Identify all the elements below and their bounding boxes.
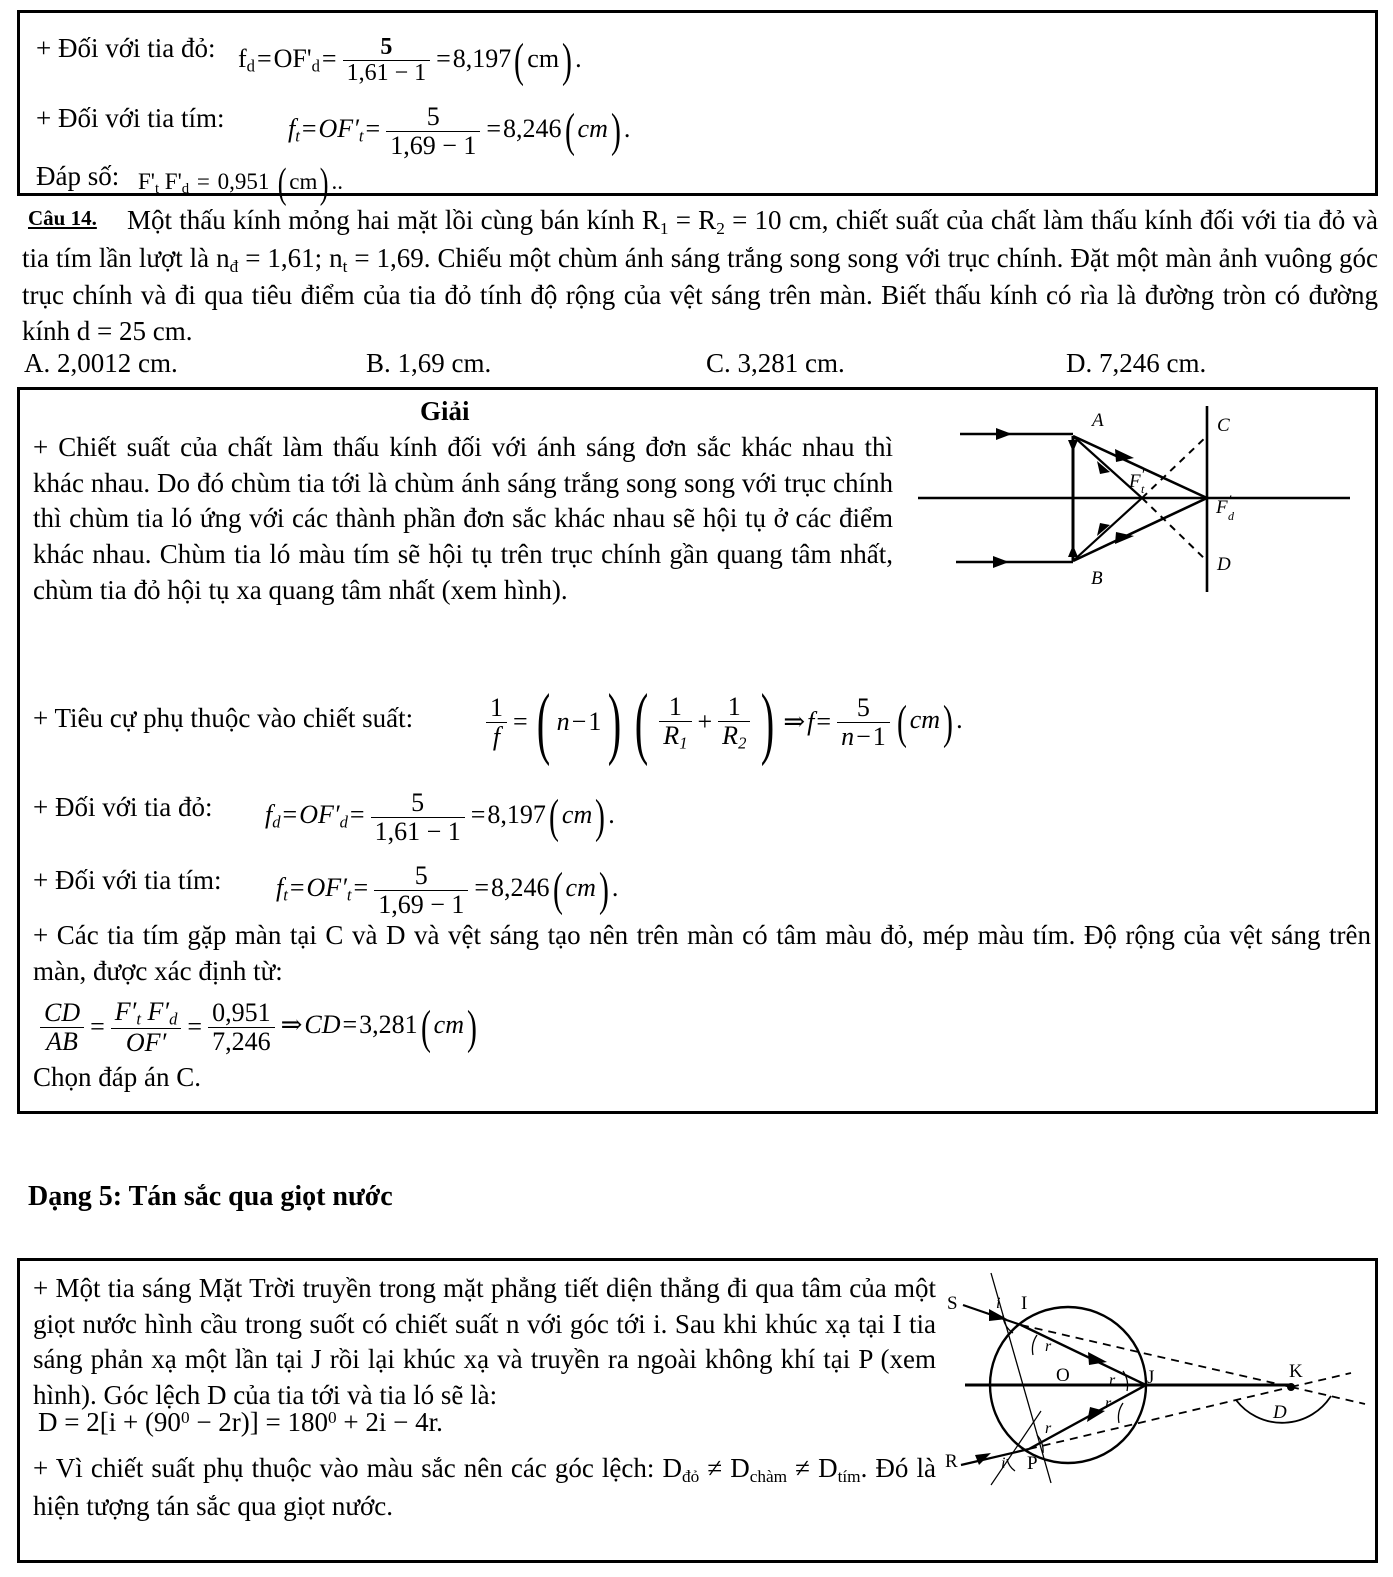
- lens-label-A: A: [1092, 410, 1104, 431]
- focal-length-formula: $\frac{1}{f}$ = ( n−1) ( $\frac{1}{R_1}$ + $\frac{1}{R_2}$ ) ⇒f= $\frac{5}{n-1}$ ( cm) .: [482, 693, 963, 752]
- droplet-label-r1: r: [1045, 1338, 1052, 1355]
- question-number: Câu 14.: [28, 206, 97, 230]
- cd-f1-num: CD: [44, 998, 81, 1028]
- solution-red-label: + Đối với tia đỏ:: [33, 792, 213, 822]
- red-frac-den: 1,61 − 1: [343, 60, 431, 86]
- droplet-label-O: O: [1056, 1365, 1070, 1386]
- red-ray-label: + Đối với tia đỏ:: [36, 33, 216, 63]
- violet-ray-formula: $f_t=OF'_t=$ $\frac{5}{1,69 - 1}$ =8,246( cm) .: [288, 102, 631, 160]
- droplet-paragraph: + Một tia sáng Mặt Trời truyền trong mặt phẳng tiết diện thẳng đi qua tâm của một giọt nước hình cầu trong suốt có chiết suất n với góc tới i. Sau khi khúc xạ tại I tia sáng phản xạ một lần tại J rồi lại khúc xạ và truyền ra ngoài không khí tại P (xem hình). Góc lệch D của tia tới và tia ló sẽ là:: [33, 1273, 936, 1410]
- droplet-label-r3: r: [1105, 1395, 1112, 1412]
- droplet-formula-p1: D = 2[i + (90: [38, 1407, 181, 1437]
- droplet-formula-p2: − 2r)] = 180: [189, 1407, 329, 1437]
- sol-violet-num: 5: [414, 861, 428, 890]
- droplet-formula-sup1: 0: [180, 1408, 190, 1428]
- cd-f3-den: 7,246: [208, 1027, 275, 1056]
- solution-paragraph-1: + Chiết suất của chất làm thấu kính đối với ánh sáng đơn sắc khác nhau thì khác nhau. Do đó chùm tia tới là chùm ánh sáng trắng song song với trục chính thì chùm tia ló ứng với các thành phần đơn sắc khác nhau sẽ hội tụ ở các điểm khác nhau. Chùm tia ló màu tím sẽ hội tụ trên trục chính gần quang tâm nhất, chùm tia đỏ hội tụ xa quang tâm nhất (xem hình).: [33, 432, 893, 605]
- droplet-note-neq2: ≠ D: [787, 1453, 838, 1483]
- lens-label-Ft-prime: ′: [1142, 467, 1146, 483]
- choice-d[interactable]: [1066, 350, 1206, 377]
- droplet-note-sub1: đỏ: [681, 1466, 700, 1486]
- lens-label-Fd: F: [1216, 497, 1228, 518]
- droplet-label-K: K: [1289, 1361, 1303, 1382]
- violet-frac-den: 1,69 − 1: [386, 131, 480, 160]
- lens-label-C: C: [1217, 415, 1230, 436]
- choice-d-key: D.: [1066, 348, 1093, 378]
- question-body: Một thấu kính mỏng hai mặt lồi cùng bán kính $R_1 = R_2 = 10$ cm, chiết suất của chất làm thấu kính đối với tia đỏ và tia tím lần lượt là $n_đ = 1,61$; $n_t = 1,69$. Chiếu một chùm ánh sáng trắng song song với trục chính. Đặt một màn ảnh vuông góc trục chính và đi qua tiêu điểm của tia đỏ tính độ rộng của vệt sáng trên màn. Biết thấu kính có rìa là đường tròn có đường kính d = 25 cm.: [22, 205, 1379, 346]
- droplet-label-D: D: [1273, 1402, 1287, 1423]
- cd-f1-den: AB: [40, 1027, 84, 1056]
- droplet-ray-diagram: [933, 1263, 1373, 1498]
- droplet-note-sub3: tím: [837, 1466, 861, 1486]
- droplet-label-r2: r: [1109, 1372, 1116, 1389]
- lens-label-Fd-prime: ′: [1229, 493, 1233, 509]
- solution-violet-label: + Đối với tia tím:: [33, 865, 222, 895]
- choice-b-key: B.: [366, 348, 391, 378]
- answer-box: [17, 10, 1378, 207]
- droplet-formula-p3: + 2i − 4r.: [336, 1407, 443, 1437]
- violet-frac-num: 5: [426, 102, 440, 131]
- red-frac-num: 5: [380, 34, 393, 60]
- final-answer-label: Đáp số:: [36, 161, 120, 191]
- droplet-formula-sup2: 0: [328, 1408, 337, 1428]
- solution-paragraph-2: + Các tia tím gặp màn tại C và D và vệt sáng tạo nên trên màn có tâm màu đỏ, mép màu tím. Độ rộng của vệt sáng trên màn, được xác định từ:: [33, 920, 1371, 986]
- droplet-label-S: S: [947, 1293, 958, 1314]
- choice-c-key: C.: [706, 348, 731, 378]
- lens-ray-diagram: [910, 394, 1355, 609]
- droplet-label-R: R: [945, 1451, 958, 1472]
- final-answer-formula: $F'_t$ $F'_d = 0,951$ ( cm) ..: [138, 159, 344, 207]
- sol-red-num: 5: [411, 788, 425, 817]
- droplet-note-p1: + Vì chiết suất phụ thuộc vào màu sắc nên các góc lệch: D: [33, 1453, 682, 1483]
- choice-b[interactable]: [366, 350, 491, 377]
- lens-label-B: B: [1091, 568, 1103, 589]
- solution-violet-formula: $f_t=OF'_t=$ $\frac{5}{1,69 - 1}$ =8,246( cm) .: [276, 861, 619, 919]
- sol-red-den: 1,61 − 1: [371, 817, 465, 846]
- solution-conclusion: Chọn đáp án C.: [33, 1062, 201, 1092]
- red-ray-formula: $f_d=OF'_d=$ $\frac{5}{1,61 - 1}$ =8,197( cm) .: [238, 34, 582, 88]
- droplet-formula: [38, 1409, 443, 1436]
- droplet-note-sub2: chàm: [749, 1466, 788, 1486]
- droplet-note-p3: . Đó là hiện tượng tán sắc qua giọt nước.: [33, 1453, 936, 1521]
- choice-a-value: 2,0012 cm.: [57, 348, 178, 378]
- choice-c[interactable]: [706, 350, 845, 377]
- droplet-label-i1: i: [996, 1295, 1001, 1312]
- droplet-note-p2: D: [730, 1453, 750, 1483]
- question-text: [22, 203, 1378, 350]
- sol-violet-den: 1,69 − 1: [374, 890, 468, 919]
- droplet-label-i2: i: [1001, 1455, 1006, 1472]
- droplet-note-neq1: ≠: [699, 1453, 731, 1483]
- droplet-box: [17, 1258, 1378, 1563]
- lens-label-Fd-sub: d: [1228, 509, 1234, 523]
- choice-c-value: 3,281 cm.: [737, 348, 845, 378]
- lens-label-Ft-sub: t: [1141, 482, 1145, 496]
- droplet-label-r4: r: [1045, 1420, 1052, 1437]
- choice-d-value: 7,246 cm.: [1099, 348, 1207, 378]
- section-heading: Dạng 5: Tán sắc qua giọt nước: [28, 1181, 393, 1212]
- solution-heading: Giải: [420, 396, 470, 426]
- choice-a-key: A.: [24, 348, 51, 378]
- focal-length-label: + Tiêu cự phụ thuộc vào chiết suất:: [33, 703, 414, 733]
- droplet-label-J: J: [1147, 1367, 1155, 1388]
- cd-ratio-formula: $\frac{CD}{AB}$ = $\frac{F'_t F'_d}{OF'}$ = $\frac{0,951}{7,246}$ ⇒CD=3,281( cm): [36, 998, 480, 1057]
- solution-red-formula: $f_d=OF'_d=$ $\frac{5}{1,61 - 1}$ =8,197( cm) .: [265, 788, 615, 846]
- droplet-label-P: P: [1027, 1453, 1038, 1474]
- droplet-note: [33, 1451, 936, 1524]
- lens-label-D: D: [1217, 554, 1231, 575]
- choice-b-value: 1,69 cm.: [397, 348, 492, 378]
- cd-f3-num: 0,951: [212, 998, 271, 1028]
- droplet-label-I: I: [1021, 1293, 1028, 1314]
- solution-box: [17, 387, 1378, 1114]
- violet-ray-label: + Đối với tia tím:: [36, 103, 225, 133]
- choice-a[interactable]: [24, 350, 178, 377]
- lens-label-Ft: F: [1129, 471, 1141, 492]
